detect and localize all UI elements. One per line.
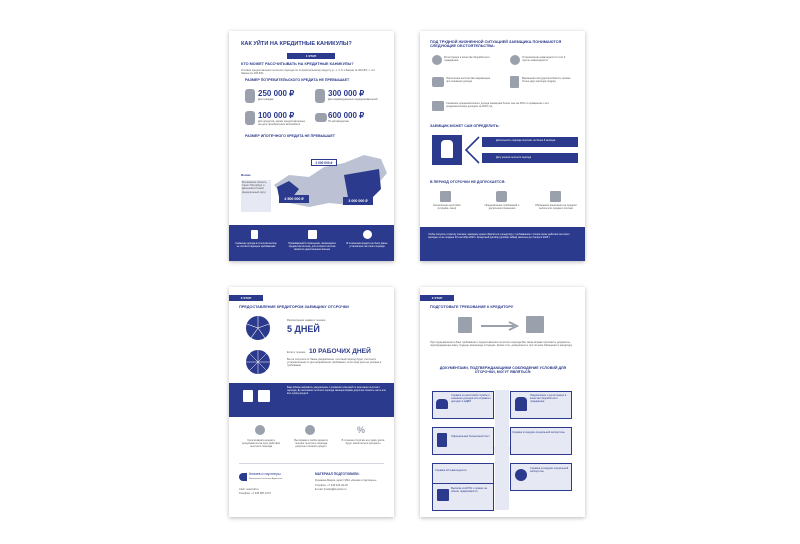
house-icon <box>550 191 561 202</box>
request-text: При предъявлении в банк требования о предоставлении льготного периода Вы также вправе приложить документы, подтверждающие вашу трудную жизненную ситуацию. Кроме того, доверенность при личном обращении к кредитору <box>430 341 573 348</box>
person-icon <box>441 140 453 158</box>
forbidden-heading: В ПЕРИОД ОТСРОЧКИ НЕ ДОПУСКАЕТСЯ: <box>430 180 506 184</box>
self-option-text: Дату начала льготного периода <box>496 156 532 159</box>
page-1 <box>229 31 394 261</box>
connector-bar <box>495 390 509 510</box>
limit-label: Для кредитов, кроме предоставленных на цели приобретения автомобиля <box>258 120 306 126</box>
businessman-icon <box>315 89 325 103</box>
doc-text: Справка об инвалидности <box>435 469 467 472</box>
page-4 <box>420 287 585 517</box>
page-title: ПОДГОТОВЬТЕ ТРЕБОВАНИЕ К КРЕДИТОРУ <box>430 305 514 309</box>
footer-text: В отношении кредита не было ранее установлено льготного периода <box>346 242 388 248</box>
self-heading: ЗАЕМЩИК МОЖЕТ САМ ОПРЕДЕЛИТЬ: <box>430 124 500 128</box>
review-text: Рассмотрение заявки в течение <box>287 319 326 322</box>
footer-text: Чтобы получить отсрочку платежа, заемщику нужно обратиться к кредитору с требованием о точном сроке действия льготного периода, но не позднее 30 сентября 2020 г. Кредитный договор (договор займа) заключен до 3 апреля 2020 г. <box>428 233 570 239</box>
prepared-text: Кузьмина Мария, юрист МКА «Князев и партнеры» <box>315 479 377 482</box>
sick-leave-icon <box>437 433 447 447</box>
prepared-phone: Телефон: +7 916 423-04-03 <box>315 484 348 487</box>
doc-text: Справка из налоговой службы о снижении доходов или справка о доходах 2-НДФЛ <box>451 394 491 404</box>
brand-phone: Телефон: +7 495 987-1670 <box>239 492 271 495</box>
forbidden-item: Начисление неустойки (штрафа, пени) <box>433 204 461 211</box>
brand-logo <box>239 473 247 481</box>
car-icon <box>315 113 327 122</box>
stage-badge: 1 ЭТАП <box>287 53 335 59</box>
prepared-email[interactable]: E-mail: kmaria@knyazev.ru <box>315 488 347 491</box>
fine-icon <box>440 191 451 202</box>
arrow-icon <box>480 321 520 331</box>
house-icon <box>308 230 317 239</box>
map-label: Москва <box>241 174 251 177</box>
job-search-icon <box>432 55 442 65</box>
limit-value: 300 000 ₽ <box>328 89 365 98</box>
footer-text: Снижение дохода в отчетном месяце не соответствующем требованиям <box>235 242 277 248</box>
doc-text: Справка из медико-социальной экспертизы <box>530 467 569 474</box>
russia-map <box>269 145 389 217</box>
person-icon <box>245 111 255 125</box>
brand-sub: Московская Коллегия Адвокатов <box>249 478 283 480</box>
who-heading: КТО МОЖЕТ РАССЧИТЫВАТЬ НА КРЕДИТНЫЕ КАНИКУЛЫ? <box>241 62 354 66</box>
doc-text: Справка из медико-социальной экспертизы <box>512 431 565 434</box>
note-text: В течение отсрочки на сумму долга будут начисляться проценты <box>341 439 385 446</box>
stage-badge: 3 ЭТАП <box>229 295 263 301</box>
family-icon <box>432 77 444 87</box>
wheelchair-icon <box>515 469 527 481</box>
divider <box>239 463 384 464</box>
forbidden-item: Обращение взыскания на предмет залога или предмет ипотеки <box>535 204 577 211</box>
limit-value: 100 000 ₽ <box>258 111 295 120</box>
sick-leave-icon <box>510 76 519 88</box>
doc-text: Уведомление о регистрации в качестве безработного гражданина <box>530 394 567 404</box>
hardship-item: Временная нетрудоспособность сроком более двух месяцев подряд <box>522 77 571 84</box>
wait-note: Вы не получили от банка уведомление, льготный период будет считаться установленным со дня направления требования, если иная дата не указана в требовании <box>287 358 382 368</box>
page-title: КАК УЙТИ НА КРЕДИТНЫЕ КАНИКУЛЫ? <box>241 41 352 47</box>
house-key-icon <box>437 489 449 501</box>
unemployed-icon <box>515 397 527 411</box>
brand-site[interactable]: Сайт: www.kkl.ru <box>239 488 259 491</box>
page-3 <box>229 287 394 517</box>
limit-label: По автокредитам <box>328 120 349 123</box>
limit-label: Для граждан <box>258 98 274 101</box>
page-title: ПРЕДОСТАВЛЕНИЕ КРЕДИТОРОМ ЗАЕМЩИКУ ОТСРОЧКИ <box>239 305 349 309</box>
bank-icon <box>526 316 544 333</box>
self-option-text: Длительность периода отсрочки: не более 6 месяцев <box>496 139 556 142</box>
income-drop-icon <box>432 101 444 111</box>
five-day-pie <box>245 315 271 341</box>
page-title: ПОД ТРУДНОЙ ЖИЗНЕННОЙ СИТУАЦИЕЙ ЗАЕМЩИКА ПОНИМАЮТСЯ СЛЕДУЮЩИЕ ОБСТОЯТЕЛЬСТВА: <box>430 40 562 49</box>
mortgage-heading: РАЗМЕР ИПОТЕЧНОГО КРЕДИТА НЕ ПРЕВЫШАЕТ <box>245 134 335 138</box>
map-value: 4 500 000 ₽ <box>279 195 309 203</box>
wheelchair-icon <box>510 55 520 65</box>
request-document-icon <box>458 317 472 333</box>
review-value: 5 ДНЕЙ <box>287 324 320 334</box>
docs-heading: ДОКУМЕНТАМИ, ПОДТВЕРЖДАЮЩИМИ СОБЛЮДЕНИЕ УСЛОВИЙ ДЛЯ ОТСРОЧКИ, МОГУТ ЯВЛЯТЬСЯ: <box>439 366 567 374</box>
prepared-heading: МАТЕРИАЛ ПОДГОТОВИЛИ: <box>315 472 360 476</box>
doc-text: Выписка из ЕГРН о правах на объект недвижимости <box>451 487 488 494</box>
limit-value: 250 000 ₽ <box>258 89 295 98</box>
ten-day-pie <box>245 349 271 375</box>
limit-label: Для индивидуальных предпринимателей <box>328 98 378 101</box>
question-icon <box>363 230 372 239</box>
map-value: 3 000 000 ₽ <box>343 197 373 205</box>
consumer-heading: РАЗМЕР ПОТРЕБИТЕЛЬСКОГО КРЕДИТА НЕ ПРЕВЫШАЕТ <box>245 78 350 82</box>
wait-text: Если в течение <box>287 351 306 354</box>
percent-icon: % <box>356 425 365 435</box>
limit-value: 600 000 ₽ <box>328 111 365 120</box>
page-2 <box>420 31 585 261</box>
bank-icon <box>258 390 270 402</box>
map-value: 2 000 000 ₽ <box>311 159 337 166</box>
clock-icon <box>255 425 265 435</box>
note-text: Вы вправе в любое время в течение льготного периода досрочно погасить кредит <box>294 439 328 449</box>
schedule-icon <box>243 390 253 402</box>
who-text: Условия предоставления льготного периода по потребительскому кредиту (ч. 1, 4, 6.1 Закона № 353-ФЗ; ч. 4.2 Закона № 106-ФЗ) <box>241 69 375 76</box>
forbidden-item: Предъявление требований о досрочном погашении <box>484 204 520 211</box>
wait-value: 10 РАБОЧИХ ДНЕЙ <box>309 348 371 355</box>
person-icon <box>245 89 255 103</box>
brand-name: Князев и партнеры <box>249 472 281 476</box>
hardship-item: Увеличение количества иждивенцев при снижении дохода <box>446 77 490 84</box>
doc-text: Официальная больничный лист <box>451 435 490 438</box>
demand-icon <box>496 191 507 202</box>
hardship-item: Снижение среднемесячного дохода заемщика более чем на 30% по сравнению с его среднемесячным доходом за 2019 год <box>446 102 549 109</box>
info-text: Банк обязан направить уведомление с графиком платежей по окончании льготного периода. До окончания льготного периода заемщик вправе досрочно погасить часть или всю сумму кредита <box>287 386 386 395</box>
footer-text: Проживающий в помещении, являющемся предметом ипотеки, для которого ипотека является единственным жильем <box>288 242 336 251</box>
document-icon <box>251 230 258 239</box>
map-note: Московская область, Санкт-Петербург и Дальневосточный федеральный округ <box>242 181 268 194</box>
tax-officer-icon <box>436 399 448 409</box>
hardship-item: Установление инвалидности I или II группы инвалидности <box>522 56 566 63</box>
calendar-icon <box>305 425 315 435</box>
note-text: Срок возврата кредита продлевается на срок действия льготного периода <box>241 439 281 449</box>
hardship-item: Регистрация в качестве безработного гражданина <box>444 56 490 63</box>
bracket-arrow <box>464 135 480 165</box>
stage-badge: 2 ЭТАП <box>420 295 454 301</box>
